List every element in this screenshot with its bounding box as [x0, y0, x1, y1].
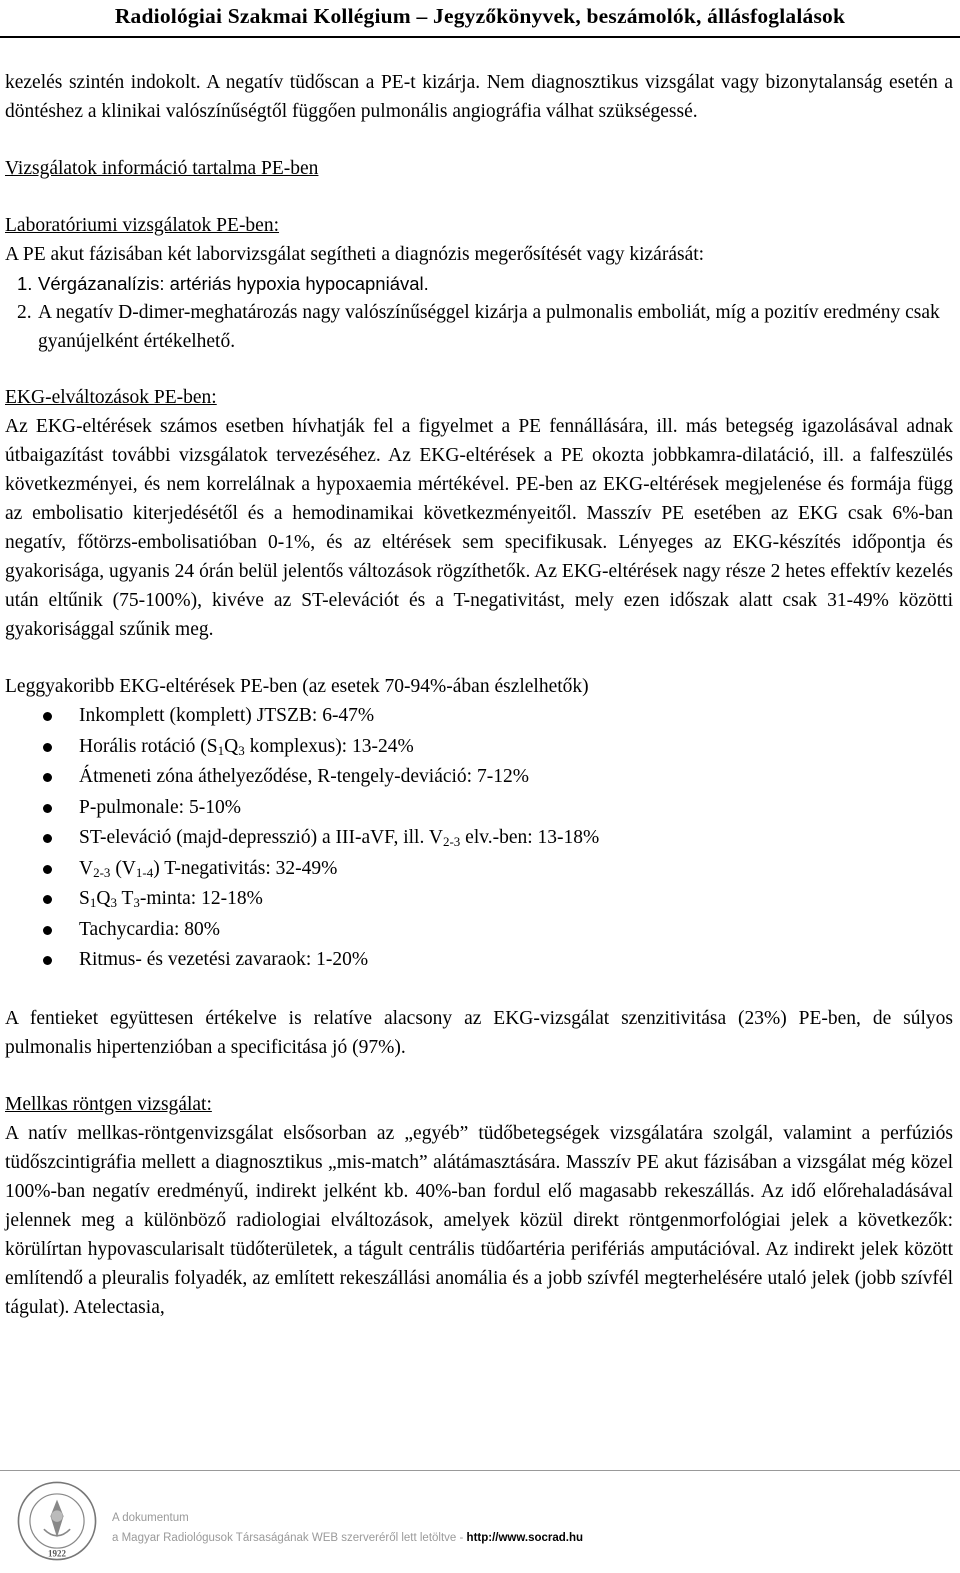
- xray-heading: Mellkas röntgen vizsgálat:: [5, 1093, 212, 1115]
- bullet-icon: [43, 804, 52, 813]
- footer-line2: a Magyar Radiológusok Társaságának WEB szerveréről lett letöltve: [112, 1532, 457, 1544]
- list-item: $S_1Q_3$ $T_3$-minta: 12-18%: [5, 884, 953, 915]
- bullet-icon: [43, 712, 52, 721]
- list-item: Tachycardia: 80%: [5, 915, 953, 946]
- bullet-icon: [43, 743, 52, 752]
- section-title: Vizsgálatok információ tartalma PE-ben: [5, 158, 319, 179]
- list-item: P-pulmonale: 5-10%: [5, 793, 953, 824]
- list-item: Átmeneti zóna áthelyeződése, R-tengely-deviáció: 7-12%: [5, 762, 953, 793]
- bullet-icon: [43, 895, 52, 904]
- ekg-paragraph: Az EKG-eltérések számos esetben hívhatják fel a figyelmet a PE fennállására, ill. más betegség igazolásával adnak útbaigazítást további vizsgálatok tervezéséhez. Az EKG-eltérések a PE okozta jobbkamra-dilatáció, ill. a falfeszülés következményei, és nem korrelálnak a hypoxaemia mértékével. PE-ben az EKG-eltérések megjelenése és formája függ az embolisatio kiterjedésétől és a hemodinamikai következményeitől. Masszív PE esetében az EKG csak 6%-ban negatív, főtörzs-embolisatióban 0-1%, és az eltérések sem specifikusak. Lényeges az EKG-készítés időpontja és gyakorisága, ugyanis 24 órán belül jelentős változások rögzíthetők. Az EKG-eltérések nagy része 2 hetes effektív kezelés után eltűnik (75-100%), kivéve az ST-elevációt és a T-negativitást, mely ezen időszak alatt csak 31-49% közötti gyakorisággal szűnik meg.: [5, 416, 953, 640]
- ekg-bullet-list: [5, 701, 953, 976]
- ekg-summary: A fentieket együttesen értékelve is relatíve alacsony az EKG-vizsgálat szenzitivitása (23%) PE-ben, de súlyos pulmonalis hipertenzióban a specificitása jó (97%).: [5, 1007, 953, 1058]
- list-item: Inkomplett (komplett) JTSZB: 6-47%: [5, 701, 953, 732]
- footer-rule: [0, 1470, 960, 1471]
- footer-url-link[interactable]: http://www.socrad.hu: [466, 1532, 584, 1544]
- lab-list: [5, 269, 953, 356]
- list-item: ST-eleváció (majd-depresszió) a III-aVF, ill. $V_{2-3}$ elv.-ben: 13-18%: [5, 823, 953, 854]
- header-rule: [0, 36, 960, 38]
- lab-heading: Laboratóriumi vizsgálatok PE-ben:: [5, 215, 280, 236]
- society-seal-icon: [16, 1480, 98, 1562]
- lab-intro: A PE akut fázisában két laborvizsgálat segítheti a diagnózis megerősítését vagy kizárását:: [5, 244, 705, 265]
- xray-paragraph: A natív mellkas-röntgenvizsgálat elsősorban az „egyéb” tüdőbetegségek vizsgálatára szolgál, valamint a perfúziós tüdőszcintigráfia mellett a diagnosztikus „mis-match” alátámasztására. Masszív PE akut fázisában a vizsgálat még közel 100%-ban negatív eredményű, indirekt jelként kb. 40%-ban fordul elő magasabb rekeszállás. Az idő előrehaladásával jelennek meg a különböző radiologiai elváltozások, amelyek közül direkt röntgenmorfológiai jelek a következők: körülírtan hypovascularisalt tüdőterületek, a tágult centrális tüdőartéria perifériás amputációval. Az indirekt jelek között említendő a pleuralis folyadék, az említett rekeszállási anomália és a jobb szívfél megterhelésére utaló jelek (jobb szívfél tágulat). Atelectasia,: [5, 1122, 953, 1318]
- ekg-list-intro: Leggyakoribb EKG-eltérések PE-ben (az esetek 70-94%-ában észlelhetők): [5, 676, 589, 697]
- list-item: Ritmus- és vezetési zavaraok: 1-20%: [5, 945, 953, 976]
- intro-paragraph: kezelés szintén indokolt. A negatív tüdőscan a PE-t kizárja. Nem diagnosztikus vizsgálat vagy bizonytalanság esetén a döntéshez a klinikai valószínűségtől függően pulmonális angiográfia válhat szükségessé.: [5, 72, 953, 122]
- lab-item: 1. Vérgázanalízis: artériás hypoxia hypocapniával.: [17, 273, 429, 294]
- svg-text:1922: 1922: [48, 1548, 66, 1559]
- lab-item: 2. A negatív D-dimer-meghatározás nagy valószínűséggel kizárja a pulmonalis emboliát, míg a pozitív eredmény csak gyanújelként értékelhető.: [17, 302, 940, 352]
- bullet-icon: [43, 865, 52, 874]
- list-item: Horális rotáció ($S_1Q_3$ komplexus): 13-24%: [5, 732, 953, 763]
- bullet-icon: [43, 834, 52, 843]
- bullet-icon: [43, 956, 52, 965]
- bullet-icon: [43, 773, 52, 782]
- page-header: Radiológiai Szakmai Kollégium – Jegyzőkönyvek, beszámolók, állásfoglalások: [114, 4, 846, 28]
- document-body: [5, 68, 953, 1322]
- ekg-heading: EKG-elváltozások PE-ben:: [5, 387, 217, 408]
- footer-line1: A dokumentum: [112, 1512, 189, 1524]
- bullet-icon: [43, 926, 52, 935]
- footer: A dokumentum a Magyar Radiológusok Társaságának WEB szerveréről lett letöltve - http://www.socrad.hu: [112, 1508, 583, 1548]
- list-item: $V_{2-3}$ $(V_{1-4})$ T-negativitás: 32-49%: [5, 854, 953, 885]
